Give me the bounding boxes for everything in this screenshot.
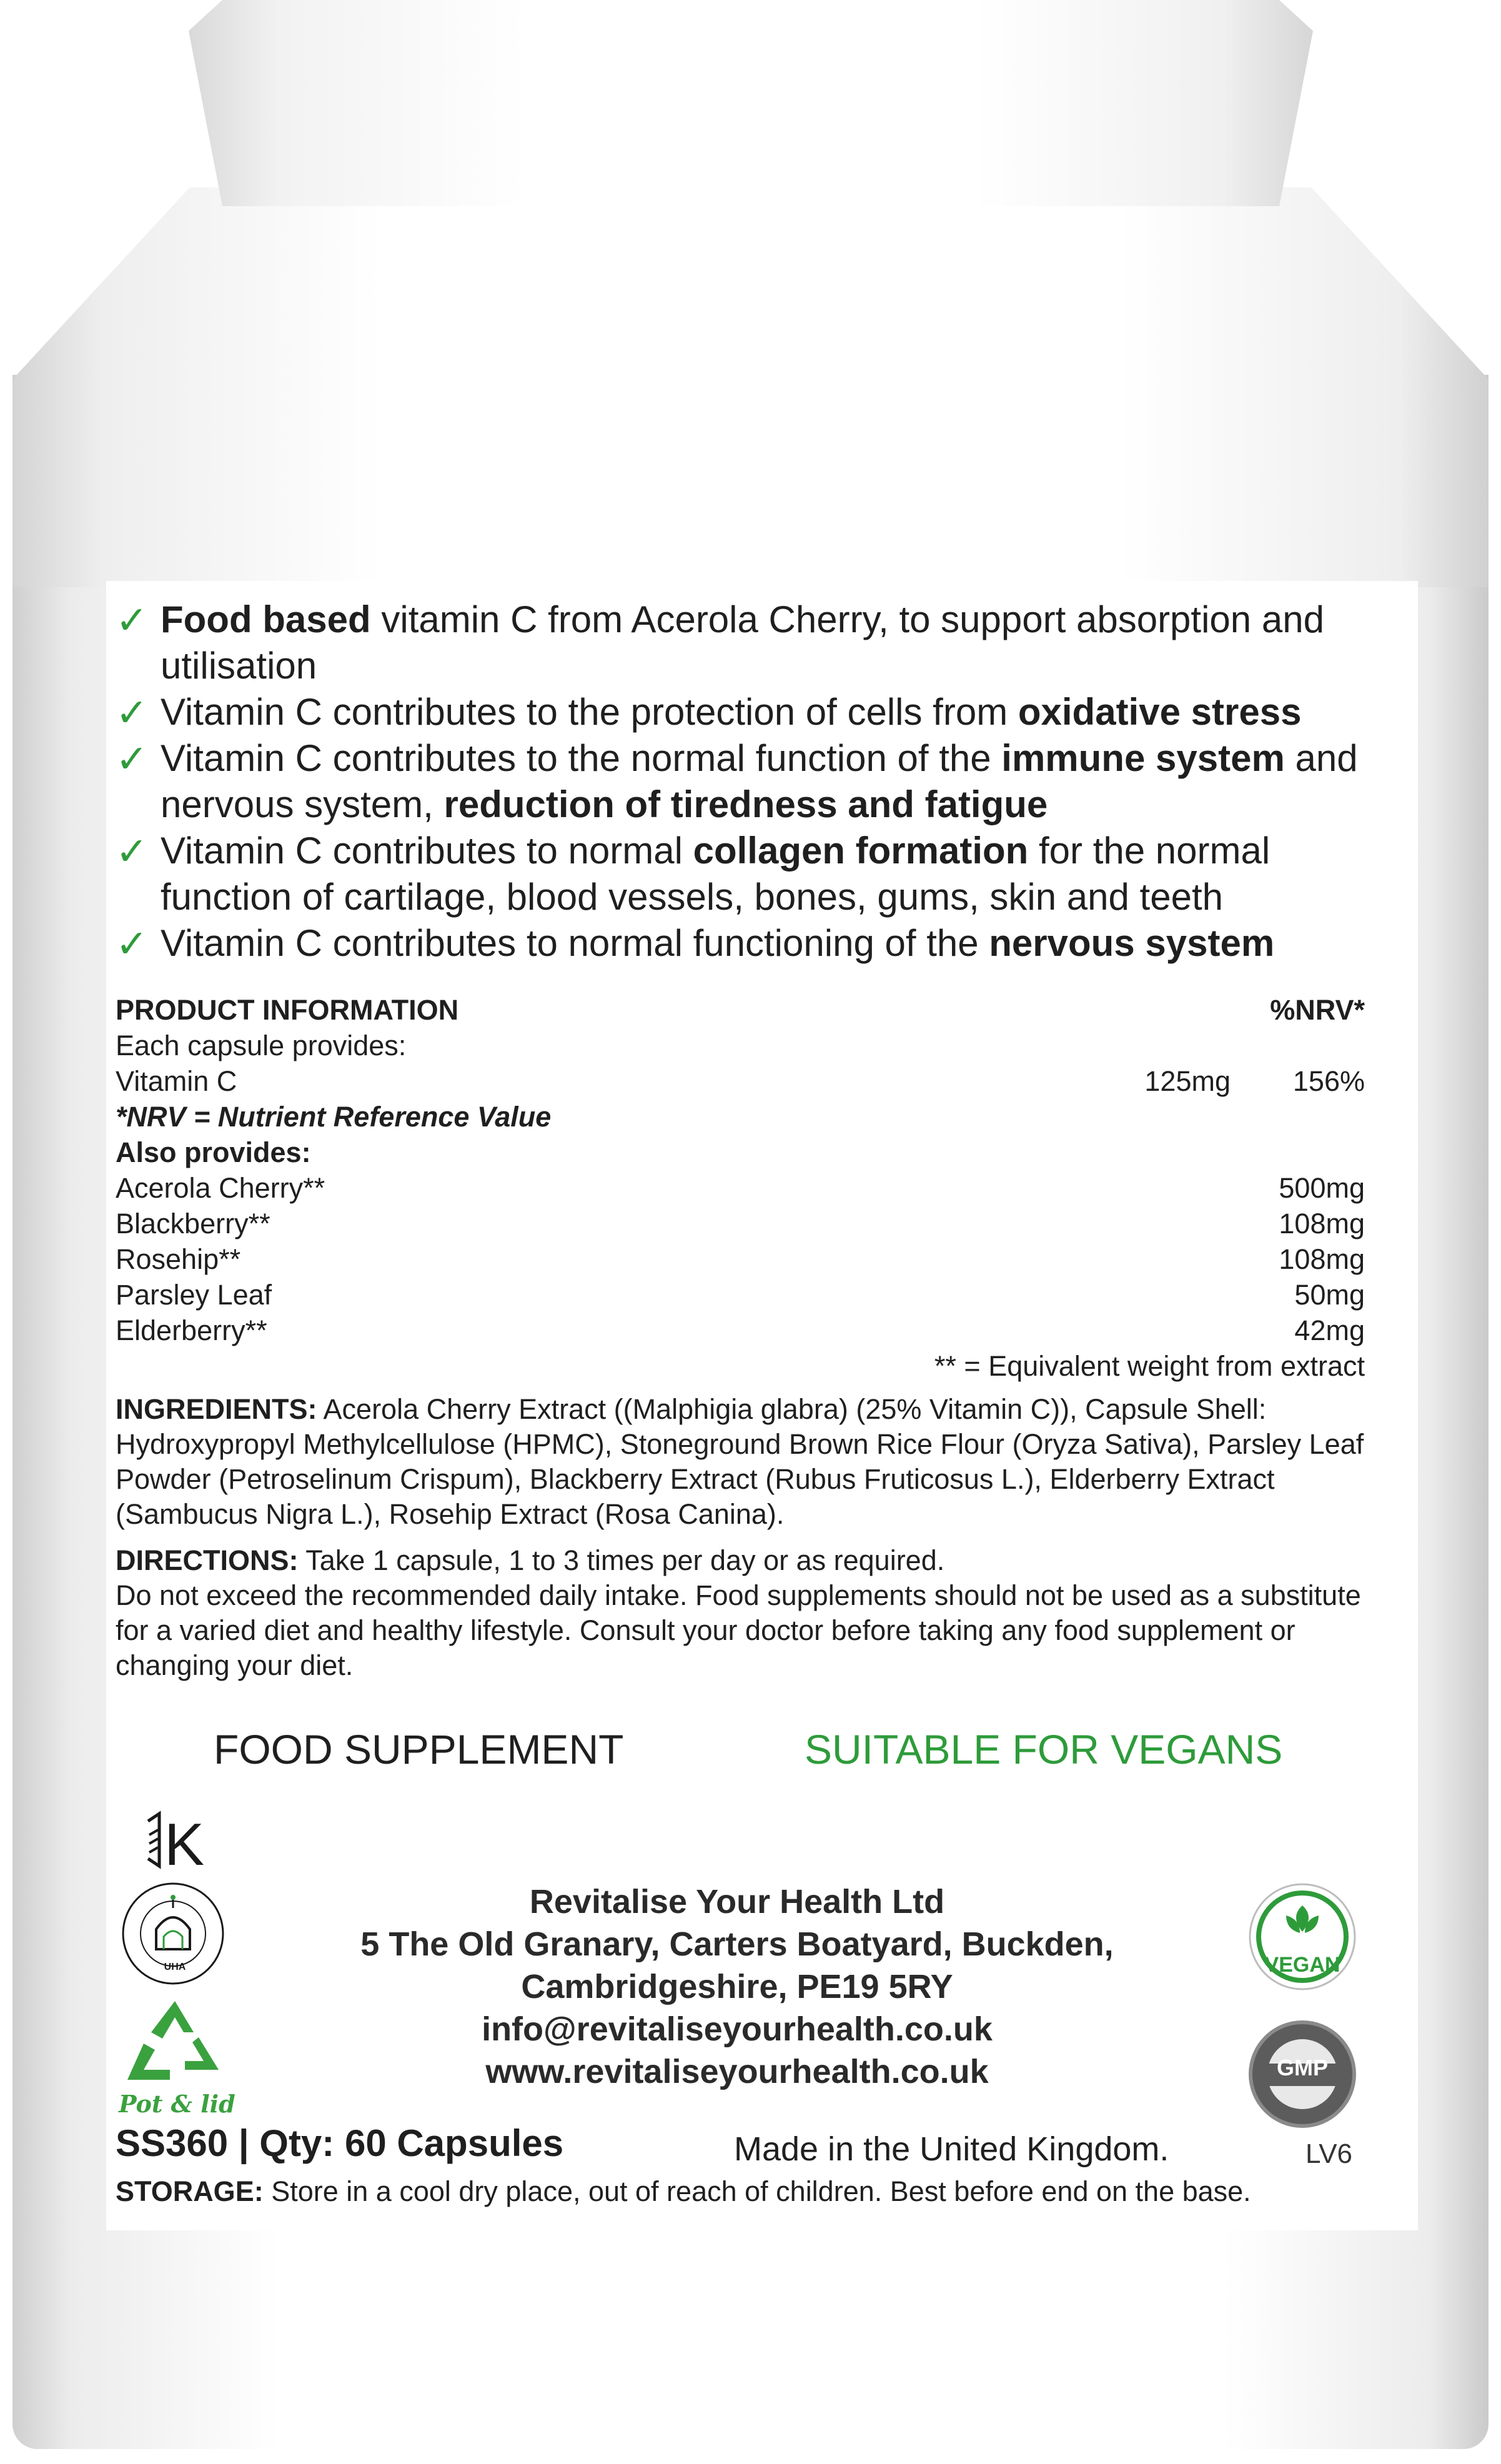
suitable-for-vegans-text: SUITABLE FOR VEGANS	[805, 1726, 1283, 1772]
company-address	[300, 1880, 1174, 2093]
nrv-heading: %NRV*	[1270, 994, 1365, 1026]
benefit-item: ✓ Vitamin C contributes to the protection of cells from oxidative stress	[116, 689, 1402, 735]
storage: STORAGE: Store in a cool dry place, out of reach of children. Best before end on the base.	[116, 2175, 1251, 2207]
kosher-icon	[134, 1802, 209, 1877]
product-code: SS360 | Qty: 60 Capsules	[116, 2122, 564, 2164]
bottle-shoulder	[12, 187, 1489, 587]
address-line-1: 5 The Old Granary, Carters Boatyard, Buckden,	[360, 1925, 1114, 1963]
vitamin-c-amount: 125mg	[1144, 1065, 1231, 1097]
benefit-item: ✓ Vitamin C contributes to normal collagen formation for the normal function of cartilage, blood vessels, bones, gums, skin and teeth	[116, 830, 1271, 918]
made-in: Made in the United Kingdom.	[734, 2130, 1169, 2168]
company-website: www.revitaliseyourhealth.co.uk	[485, 2053, 989, 2090]
company-name: Revitalise Your Health Ltd	[529, 1883, 945, 1920]
gmp-badge-text: GMP	[1276, 2055, 1328, 2080]
equivalent-note: ** = Equivalent weight from extract	[934, 1350, 1365, 1382]
benefit-item: ✓ Food based vitamin C from Acerola Cherry, to support absorption and utilisation	[116, 599, 1324, 687]
check-icon: ✓	[116, 830, 148, 873]
benefit-item: ✓ Vitamin C contributes to normal functioning of the nervous system	[116, 920, 1402, 966]
benefit-item: ✓ Vitamin C contributes to the normal function of the immune system and nervous system, reduction of tiredness and fatigue	[116, 737, 1358, 825]
vitamin-c-nrv: 156%	[1292, 1065, 1365, 1097]
kosher-letter: K	[164, 1811, 205, 1877]
ingredients: INGREDIENTS: Acerola Cherry Extract ((Malphigia glabra) (25% Vitamin C)), Capsule Shell: Hydroxypropyl Methylcellulose (HPMC), Stoneground Brown Rice Flour (Oryza Sativa), Parsley Leaf Powder (Petroselinum Crispum), Blackberry Extract (Rubus Fruticosus L.), Elderberry Extract (Sambucus Nigra L.), Rosehip Extract (Rosa Canina).	[116, 1393, 1364, 1530]
recycle-caption: Pot & lid	[119, 2090, 235, 2118]
extra-row: Rosehip** 108mg	[116, 1243, 1365, 1275]
directions: DIRECTIONS: Take 1 capsule, 1 to 3 times per day or as required. Do not exceed the recommended daily intake. Food supplements should not be used as a substitute for a varied diet and healthy lifestyle. Consult your doctor before taking any food supplement or changing your diet.	[116, 1544, 1361, 1681]
check-icon: ✓	[116, 599, 148, 642]
extra-row: Parsley Leaf 50mg	[116, 1279, 1365, 1311]
extra-row: Acerola Cherry** 500mg	[116, 1172, 1365, 1204]
equivalent-note-row	[116, 1348, 1365, 1384]
food-supplement-text: FOOD SUPPLEMENT	[214, 1726, 624, 1772]
check-icon: ✓	[116, 738, 148, 781]
nrv-note: *NRV = Nutrient Reference Value	[116, 1101, 552, 1133]
check-icon: ✓	[116, 923, 148, 966]
vitamin-c-row: Vitamin C 125mg 156%	[116, 1063, 1365, 1099]
company-email: info@revitaliseyourhealth.co.uk	[482, 2010, 993, 2048]
each-capsule-row: Each capsule provides:	[116, 1030, 407, 1061]
directions-warning: Do not exceed the recommended daily intake. Food supplements should not be used as a substitute for a varied diet and healthy lifestyle. Consult your doctor before taking any food supplement or changing your diet.	[116, 1579, 1361, 1681]
label-version: LV6	[1305, 2139, 1353, 2169]
extra-row: Elderberry** 42mg	[116, 1314, 1365, 1346]
product-info-heading: PRODUCT INFORMATION	[116, 994, 459, 1026]
address-line-2: Cambridgeshire, PE19 5RY	[521, 1968, 953, 2005]
extra-row: Blackberry** 108mg	[116, 1208, 1365, 1239]
also-provides-row: Also provides:	[116, 1136, 311, 1168]
product-info-header	[116, 992, 1365, 1028]
check-icon: ✓	[116, 692, 148, 735]
halal-abbr: UHA	[164, 1962, 186, 1972]
benefits-list	[116, 597, 1402, 966]
bottle-cap	[189, 0, 1313, 206]
recycle-icon	[119, 1996, 231, 2090]
vegan-badge-text: VEGAN	[1264, 1953, 1340, 1977]
